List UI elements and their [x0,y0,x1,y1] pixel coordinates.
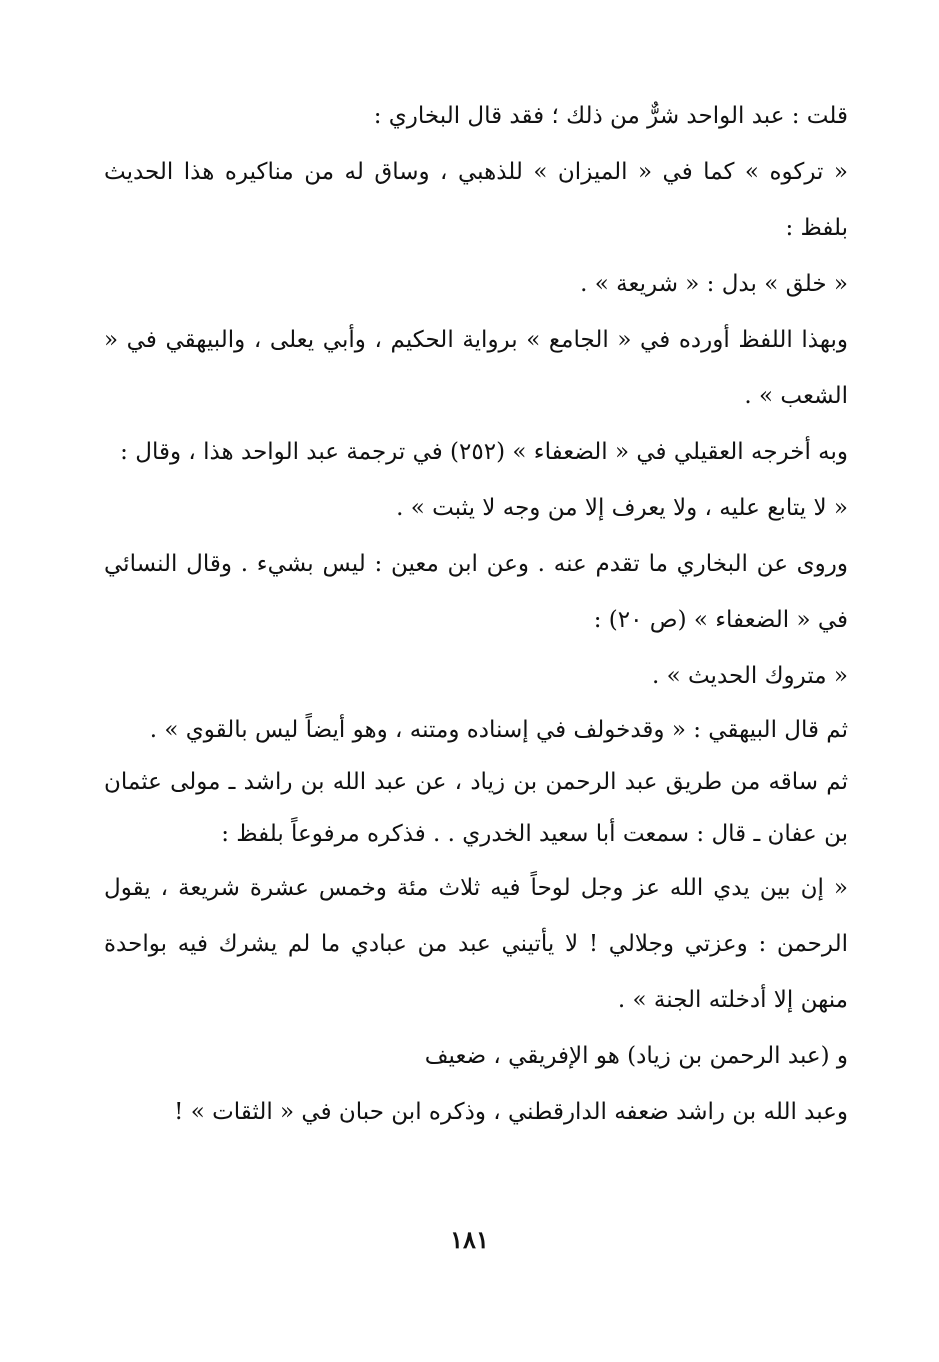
paragraph-10: ثم ساقه من طريق عبد الرحمن بن زياد ، عن عبد الله بن راشد ـ مولى عثمان بن عفان ـ قال : سمعت أبا سعيد الخدري . . فذكره مرفوعاً بلفظ : [104,769,848,847]
paragraph-6: « لا يتابع عليه ، ولا يعرف إلا من وجه لا يثبت » . [396,495,848,521]
paragraph-8: « متروك الحديث » . [651,663,848,689]
page-number: ١٨١ [450,1225,489,1254]
paragraph-5: وبه أخرجه العقيلي في « الضعفاء » (٢٥٢) في ترجمة عبد الواحد هذا ، وقال : [120,439,848,465]
paragraph-2: « تركوه » كما في « الميزان » للذهبي ، وساق له من مناكيره هذا الحديث بلفظ : [104,159,848,241]
paragraph-13: وعبد الله بن راشد ضعفه الدارقطني ، وذكره ابن حبان في « الثقات » ! [174,1099,848,1125]
paragraph-12: و (عبد الرحمن بن زياد) هو الإفريقي ، ضعيف [424,1043,848,1069]
paragraph-1: قلت : عبد الواحد شرٌّ من ذلك ؛ فقد قال البخاري : [373,103,848,129]
paragraph-11: « إن بين يدي الله عز وجل لوحاً فيه ثلاث مئة وخمس عشرة شريعة ، يقول الرحمن : وعزتي وجلالي ! لا يأتيني عبد من عبادي ما لم يشرك فيه بواحدة منهن إلا أدخلته الجنة » . [104,875,848,1013]
paragraph-4: وبهذا اللفظ أورده في « الجامع » برواية الحكيم ، وأبي يعلى ، والبيهقي في « الشعب » . [104,327,848,409]
page-body [104,88,848,1140]
paragraph-9: ثم قال البيهقي : « وقدخولف في إسناده ومتنه ، وهو أيضاً ليس بالقوي » . [149,717,848,743]
paragraph-7: وروى عن البخاري ما تقدم عنه . وعن ابن معين : ليس بشيء . وقال النسائي في « الضعفاء » (ص ٢٠) : [104,551,848,633]
paragraph-3: « خلق » بدل : « شريعة » . [580,271,848,297]
